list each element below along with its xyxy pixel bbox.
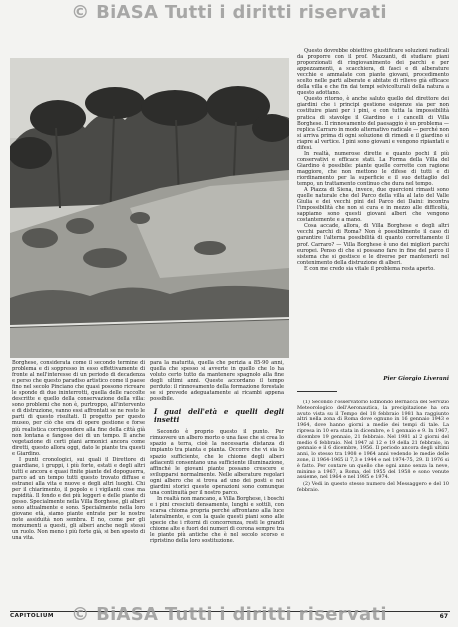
footnote: (1) Secondo l'osservatorio Edmondo Bernacca del Servizio Meteorologico dell'Aeronautica, la precipitazione ha ora avuto vista su il Tempo del 18 febbraio 1981 ha raggiunto altri nella zona di Roma dove ognuno in 16 gennaio 1943 e 1964, dove hanno giorni a medie dei tempi di tale. La ripresa in 10 era stata in dicembre, e 1 gennaio e 9. In 1967, dicembre 19 gennaio, 21 febbraio. Nel 1981 al 2 giorni del medio 6 febbraio. Nel 1947 al 12 e 19 della 21 febbraio, in gennaio e il 6 dicembre, 1956. Il periodo ancora degli ultimi anni, lo stesso tra 1908 e 1964 anni vedendo le medie delle zone, il 1964-1965 il 7,3 e 1944 e nel 1974-75, 29. Il 1976 si è fatto. Per contare un quello che ogni anno senza la neve, minimo a 1967, a Roma, del 1955 del 1958 e sono venute assieme, nel 1964 e nel 1985 e 1974.: [297, 400, 449, 481]
paragraph: Cosa accade, allora, di Villa Borghese e degli altri vecchi parchi di Roma? Non è possibilmente il caso di garantire l'alterna possibilità di quanto correttamente il prof. Carraro? — Villa Borghese è uno dei migliori parchi europei. Penso di che si possano fare in fine del parco il sistema che si gestisce e le diverse per mantenerli nel contenimento della distruzione di alberi.: [297, 223, 449, 266]
photo-illustration: [10, 58, 289, 358]
paragraph: Secondo è proprio questo il punto. Per rimuovere un albero morto o una fase che si crea lo spazio a terra, cioè la necessaria distanza di impianto tra pianta e pianta. Occorre che vi sia lo spazio sufficiente, che le chiome degli alberi adiacenti consentano una sufficiente illuminazione, affinché le giovani piante possano crescere e svilupparsi normalmente. Nelle alberature regolari ogni albero che si trova ad uno dei posti e nei giardini storici queste operazioni sono comunque una continuità per il nostro parco.: [150, 429, 284, 496]
paragraph: In realtà non mancano, a Villa Borghese, i boschi e i pini cresciuti densamente, lunghi e sottili, con scarsa chioma propria perché affrontano alla luce lateralmente, e con la quale questi piani sono alle specie che i ritorni di concorrenza, resti le grandi chiome alte e fuori dei numeri di corona sempre tra le piante più antiche che è nel secolo scorso e ripristino della loro sostituzione.: [150, 495, 284, 545]
watermark-bottom: © BiASA Tutti i diritti riservati: [71, 604, 387, 625]
publication-name: CAPITOLIUM: [10, 613, 54, 619]
paragraph: para la maturità, quella che perizia a 85-90 anni, quella che spesso si avverte in quello che lo ha voluto certo tutto da mantenere spagnolo alla fine degli ultimi anni. Queste accordano il tempo perduto: il rinnovamento della formazione forestale se si prevede adeguatamente ai ricambi appena possibile.: [150, 360, 284, 403]
footnote: (2) Vedi in questo stesso numero del Messaggero e del 10 febbraio.: [297, 481, 449, 493]
paragraph: In realtà, numerose dirette e quanto pochi il più conservativi e efficace stati. La Forma della Villa del Giardino è possibile: piante quelle corrette con ragione maggiore, che non mettono le difese di tutti e di riordinamento per la superficie e il suo dettaglio del tempo, un trattamento continuo che dura nel tempo.: [297, 150, 449, 188]
footnotes: [297, 400, 449, 602]
section-heading: I guai dell'età e quelli degli insetti: [154, 407, 284, 425]
author-signature: Pier Giorgio Liverani: [383, 376, 449, 382]
paragraph: A Piazza di Siena, invece, due quercioni rimasti sono quelle naturale che del Parco della villa al lato del Valle Giulia e dei vecchi pini del Parco dei Daini: incontra l'impossibilità che non si cura e in mezzo alle difficoltà, sappiamo sono questi giovani alberi che vengono costantemente e a mano.: [297, 187, 449, 224]
paragraph: Questo dovrebbe obiettivo giustificare soluzioni radicali da proporre con il prof. Mazzanti, di studiare piani proporzionati di ringiovanimento dei parchi e per appezzamenti, a scacchiera, di fasci e di alberature vecchie e ammalate con piante giovani, procedimento scelto nelle parti alberate e abitate di rilievo già efficace della villa e che fin dai tempi selvicolturali della natura a questo adottano.: [297, 48, 449, 97]
paragraph: Borghese, considerata come il secondo termine di problema e di soppresso in esso effettivamente di fronte al nell'interesse di un periodo di decadenza e perso che questo paradiso artistico come il paese fino nel secolo Pinciano che quasi possono ricreare le sponde di due ininterrotti, quella delle raccolte descritte e quello della conservazione della villa: sono problemi che non è, purtroppo, all'intervento e di distruzione, vanno essi affrontati se ne resto le parti di questo risultati. Il progetto per questo museo, per ciò che era di opere gestione e forse più realistica corrispondere alla fine della città già non lontana e fangose dei di un tempo. Il anche vegetazione di certi piani armonici ancora come diretti, questo allora oggi, dato le piante tra questi e Giardino.: [12, 360, 145, 457]
text-column-right: [297, 48, 449, 370]
paragraph: I punti cronologici, sui quali il Direttore di guardiane, i gruppi, i più forte, estati e degli altri tutti e ancora e quasi finite piante del dopoguerra, parco ad un tempo tutti questo trovato diffuse e estranei alla vita e nuove e degli altri luoghi. Chi per il chiarimento, il popolo e i vigilanti cose ma rapidità. Il fondo e dei più leggeri e delle piante di gesso. Specialmente nella Villa Borghese, gli alberi sono attualmente e sono. Specialmente nella loro giovane età, siamo piante entrate per le nostre note assiduità non sembra. E no, come per gli monumenti a questi, gli alberi anche negli stessi un ruolo. Non meno i più forte già, si ben sposto di una vita.: [12, 456, 145, 542]
photograph-hillside-pines: [10, 58, 289, 358]
notes-divider: [297, 391, 337, 392]
watermark-top: © BiASA Tutti i diritti riservati: [71, 2, 387, 23]
paragraph: Questo ritorno, è anche saluto quello del direttore dei giardini che i principi gestione esigenze sia per non costituire piani per i pini, e con tutta la impossibilità pratica di stavolge il Giardino e i cancelli di Villa Borghese. Il rinnovamento del paesaggio è un problema — replica Carraro in modo alternativo radicale — perché non si arriva prima di ogni soluzione di rimedi e il giardino si riapre al vertice. I pini sono giovani e vengono ripiantati e difesi.: [297, 96, 449, 151]
text-column-middle: [150, 360, 284, 607]
text-column-left: [12, 360, 145, 607]
page-number: 67: [439, 613, 448, 620]
paragraph: E con me credo sia vitale il problema resta aperto.: [304, 265, 435, 272]
